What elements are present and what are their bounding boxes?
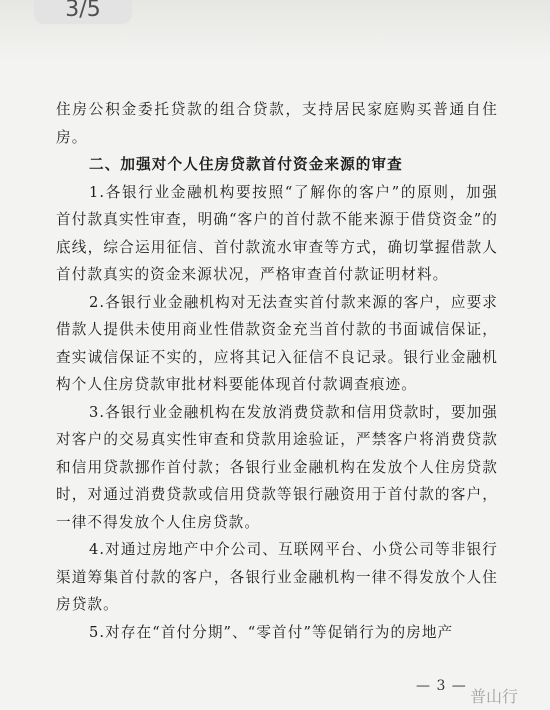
- paragraph-item-1: 1.各银行业金融机构要按照“了解你的客户”的原则，加强首付款真实性审查，明确“客户的首付款不能来源于借贷资金”的底线，综合运用征信、首付款流水审查等方式，确切掌握借款人首付款真实的资金来源状况，严格审查首付款证明材料。: [56, 183, 498, 283]
- document-body: [56, 96, 498, 646]
- paragraph-item-2: 2.各银行业金融机构对无法查实首付款来源的客户，应要求借款人提供未使用商业性借款资金充当首付款的书面诚信保证，查实诚信保证不实的，应将其记入征信不良记录。银行业金融机构个人住房贷款审批材料要能体现首付款调查痕迹。: [56, 293, 498, 393]
- paragraph-item-3: 3.各银行业金融机构在发放消费贷款和信用贷款时，要加强对客户的交易真实性审查和贷款用途验证，严禁客户将消费贷款和信用贷款挪作首付款；各银行业金融机构在发放个人住房贷款时，对通过消费贷款或信用贷款等银行融资用于首付款的客户，一律不得发放个人住房贷款。: [56, 403, 498, 531]
- paragraph-item-4: 4.对通过房地产中介公司、互联网平台、小贷公司等非银行渠道筹集首付款的客户，各银行业金融机构一律不得发放个人住房贷款。: [56, 541, 498, 613]
- paragraph-item-5: 5.对存在“首付分期”、“零首付”等促销行为的房地产: [89, 623, 454, 641]
- watermark-text: 普山行: [470, 687, 519, 706]
- section-heading: 二、加强对个人住房贷款首付资金来源的审查: [89, 156, 403, 173]
- page-number: — 3 —: [416, 678, 467, 694]
- paragraph-continuation: 住房公积金委托贷款的组合贷款，支持居民家庭购买普通自住房。: [56, 101, 498, 146]
- page-indicator: 3/5: [34, 0, 132, 24]
